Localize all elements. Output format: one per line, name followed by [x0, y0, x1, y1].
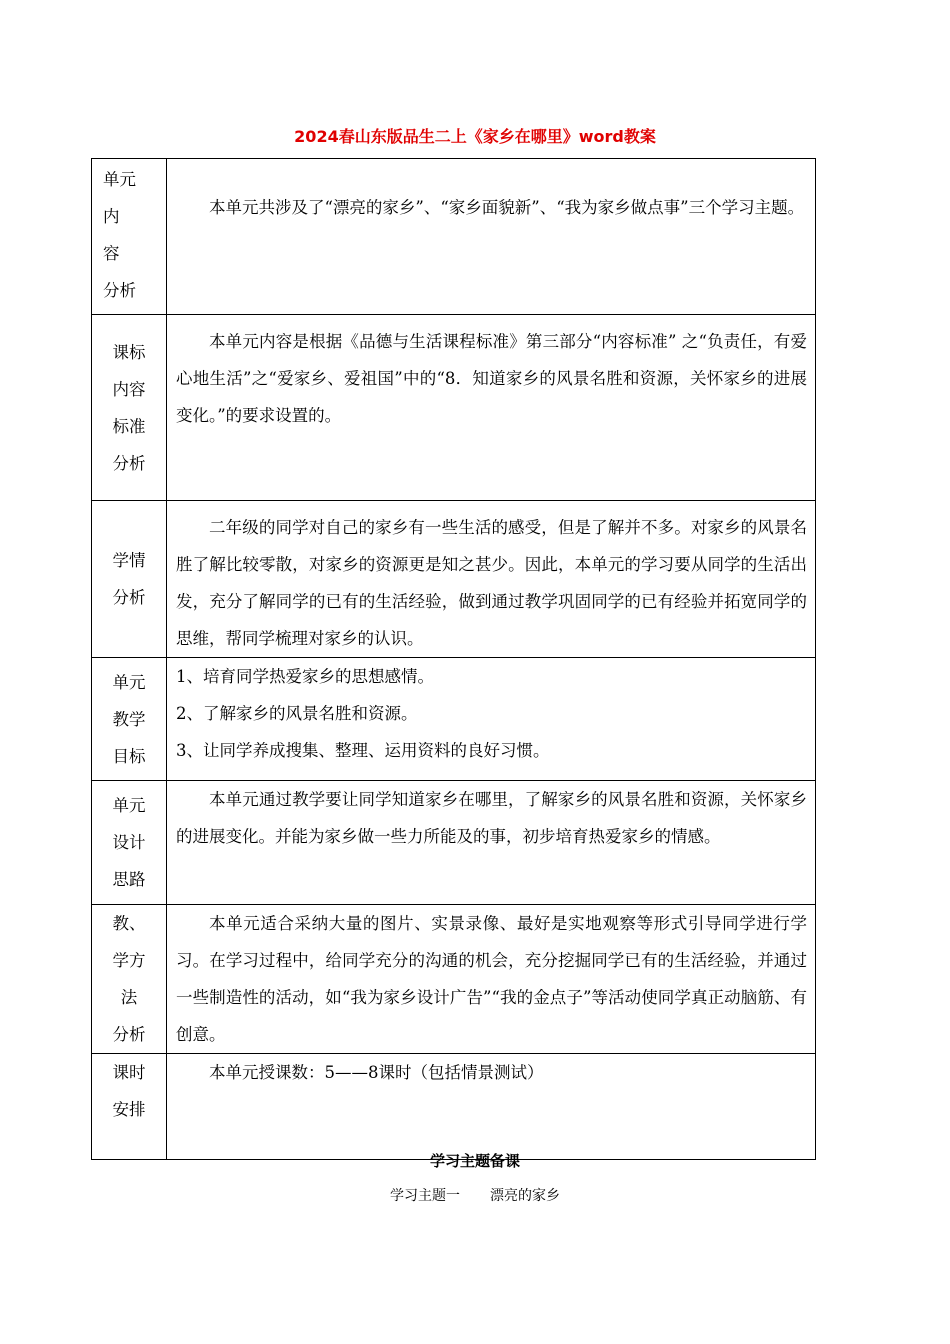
theme-name: 漂亮的家乡	[490, 1188, 560, 1204]
row-label-unit-content: 单元 内 容 分析	[92, 159, 167, 315]
table-row	[92, 658, 816, 781]
table-row	[92, 1054, 816, 1160]
row-label-design-approach: 单元 设计 思路	[92, 781, 167, 905]
row-content-design-approach: 本单元通过教学要让同学知道家乡在哪里，了解家乡的风景名胜和资源，关怀家乡的进展变化。并能为家乡做一些力所能及的事，初步培育热爱家乡的情感。	[167, 781, 816, 905]
row-label-methods: 教、 学方 法 分析	[92, 905, 167, 1054]
section-heading: 学习主题备课	[429, 1152, 520, 1170]
row-label-schedule: 课时 安排	[92, 1054, 167, 1160]
row-content-student-analysis: 二年级的同学对自己的家乡有一些生活的感受，但是了解并不多。对家乡的风景名胜了解比较零散，对家乡的资源更是知之甚少。因此，本单元的学习要从同学的生活出发，充分了解同学的已有的生活经验，做到通过教学巩固同学的已有经验并拓宽同学的思维，帮同学梳理对家乡的认识。	[167, 501, 816, 658]
table-row	[92, 159, 816, 315]
table-row	[92, 315, 816, 501]
table-row	[92, 781, 816, 905]
row-label-student-analysis: 学情 分析	[92, 501, 167, 658]
theme-line	[0, 1185, 950, 1205]
theme-number: 学习主题一	[390, 1188, 460, 1204]
row-label-curriculum-standard: 课标 内容 标准 分析	[92, 315, 167, 501]
lesson-plan-table	[91, 158, 816, 1160]
row-content-teaching-goals: 1、培育同学热爱家乡的思想感情。 2、了解家乡的风景名胜和资源。 3、让同学养成搜集、整理、运用资料的良好习惯。	[167, 658, 816, 781]
row-content-unit-content: 本单元共涉及了“漂亮的家乡”、“家乡面貌新”、“我为家乡做点事”三个学习主题。	[167, 159, 816, 315]
table-row	[92, 501, 816, 658]
row-content-methods: 本单元适合采纳大量的图片、实景录像、最好是实地观察等形式引导同学进行学习。在学习过程中，给同学充分的沟通的机会，充分挖掘同学已有的生活经验，并通过一些制造性的活动，如“我为家乡设计广告”“我的金点子”等活动使同学真正动脑筋、有创意。	[167, 905, 816, 1054]
row-label-teaching-goals: 单元 教学 目标	[92, 658, 167, 781]
table-row	[92, 905, 816, 1054]
document-title: 2024春山东版品生二上《家乡在哪里》word教案	[294, 127, 656, 146]
row-content-curriculum-standard: 本单元内容是根据《品德与生活课程标准》第三部分“内容标准” 之“负责任，有爱心地生活”之“爱家乡、爱祖国”中的“8．知道家乡的风景名胜和资源，关怀家乡的进展变化。”的要求设置的。	[167, 315, 816, 501]
row-content-schedule: 本单元授课数：5——8课时（包括情景测试）	[167, 1054, 816, 1160]
